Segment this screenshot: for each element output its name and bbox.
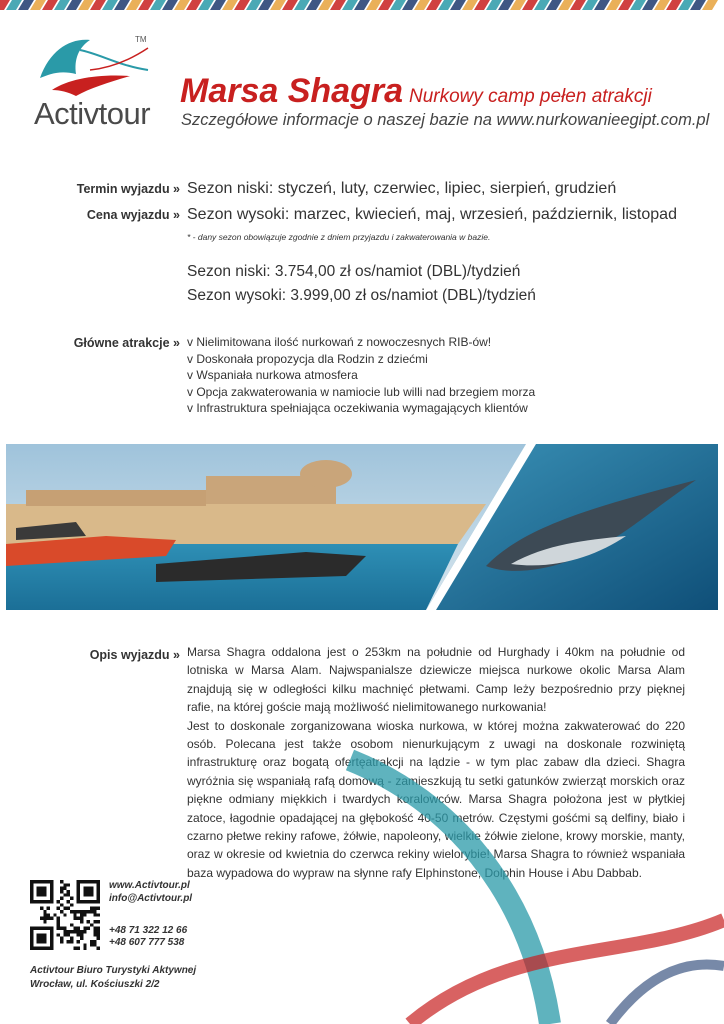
price-high: Sezon wysoki: 3.999,00 zł os/namiot (DBL)/tydzień: [187, 287, 536, 304]
label-cena: Cena wyjazdu »: [86, 208, 180, 222]
photo-banner: [6, 444, 718, 610]
attractions-list: [187, 334, 535, 417]
attraction-item: v Nielimitowana ilość nurkowań z nowoczesnych RIB-ów!: [187, 335, 492, 349]
description-paragraph: Marsa Shagra oddalona jest o 253km na południe od Hurghady i 40km na południe od lotniska w Marsa Alam. Najwspanialsze dziewicze miejsca nurkowe okolic Marsa Alam znajdują się w odległości kilku machnięć płetwami. Camp leży bezpośrednio przy pięknej rafie, na której goście mają możliwość nielimitowanego nurkowania!: [187, 645, 685, 715]
contact-email: info@Activtour.pl: [109, 893, 193, 904]
contact-website: www.Activtour.pl: [109, 880, 190, 891]
address-street: Wrocław, ul. Kościuszki 2/2: [30, 979, 160, 990]
trip-description: [187, 643, 685, 882]
label-atrakcje: Główne atrakcje »: [73, 336, 180, 350]
contact-phone: +48 71 322 12 66: [109, 925, 188, 936]
address-company: Activtour Biuro Turystyki Aktywnej: [30, 965, 197, 976]
attraction-item: v Infrastruktura spełniająca oczekiwania wymagających klientów: [187, 401, 528, 415]
season-high-months: Sezon wysoki: marzec, kwiecień, maj, wrzesień, październik, listopad: [187, 206, 677, 223]
trademark-mark: TM: [135, 35, 147, 44]
attraction-item: v Doskonała propozycja dla Rodzin z dziećmi: [187, 351, 428, 366]
label-termin: Termin wyjazdu »: [76, 182, 180, 196]
price-low: Sezon niski: 3.754,00 zł os/namiot (DBL)/tydzień: [187, 263, 521, 280]
brand-name: Activtour: [34, 96, 151, 131]
contact-phone: +48 607 777 538: [109, 937, 185, 948]
description-paragraph: Jest to doskonale zorganizowana wioska nurkowa, w której można zakwaterować do 220 osób. Polecana jest także osobom nienurkującym z uwagi na doskonale rozwiniętą infrastrukturę oraz bogatą ofertęatrakcji na lądzie - w tym plac zabaw dla dzieci. Shagra wyróżnia się wspaniałą rafą domową - zamieszkują tu setki gatunków zwierząt morskich oraz piękne odmiany miękkich i twardych koralowców. Marsa Shagra położona jest w płytkiej zatoce, łagodnie opadającej na głębokość 40-50 metrów. Częstymi gośćmi są delfiny, biało i czarno płetwe rekiny rafowe, żółwie, napoleony, wielkie żółwie zielone, krowy morskie, manty, oraz w okresie od kwietnia do czerwca rekiny wielorybie! Marsa Shagra to również wspaniała baza wypadowa do wypraw na słynne rafy Elphinstone, Dolphin House i Abu Dabbab.: [187, 718, 685, 880]
attraction-item: v Opcja zakwaterowania w namiocie lub willi nad brzegiem morza: [187, 384, 536, 399]
title-subtitle: Nurkowy camp pełen atrakcji: [409, 86, 652, 107]
attraction-item: v Wspaniała nurkowa atmosfera: [187, 368, 358, 382]
qr-code-icon: [30, 880, 100, 950]
page-title: [180, 72, 652, 111]
top-decorative-bar: [0, 0, 724, 14]
label-opis: Opis wyjazdu »: [89, 648, 180, 662]
season-note: * - dany sezon obowiązuje zgodnie z dniem przyjazdu i zakwaterowania w bazie.: [187, 232, 491, 242]
season-low-months: Sezon niski: styczeń, luty, czerwiec, lipiec, sierpień, grudzień: [187, 180, 617, 197]
website-info: Szczegółowe informacje o naszej bazie na www.nurkowanieegipt.com.pl: [181, 111, 710, 129]
title-main: Marsa Shagra: [180, 72, 403, 110]
